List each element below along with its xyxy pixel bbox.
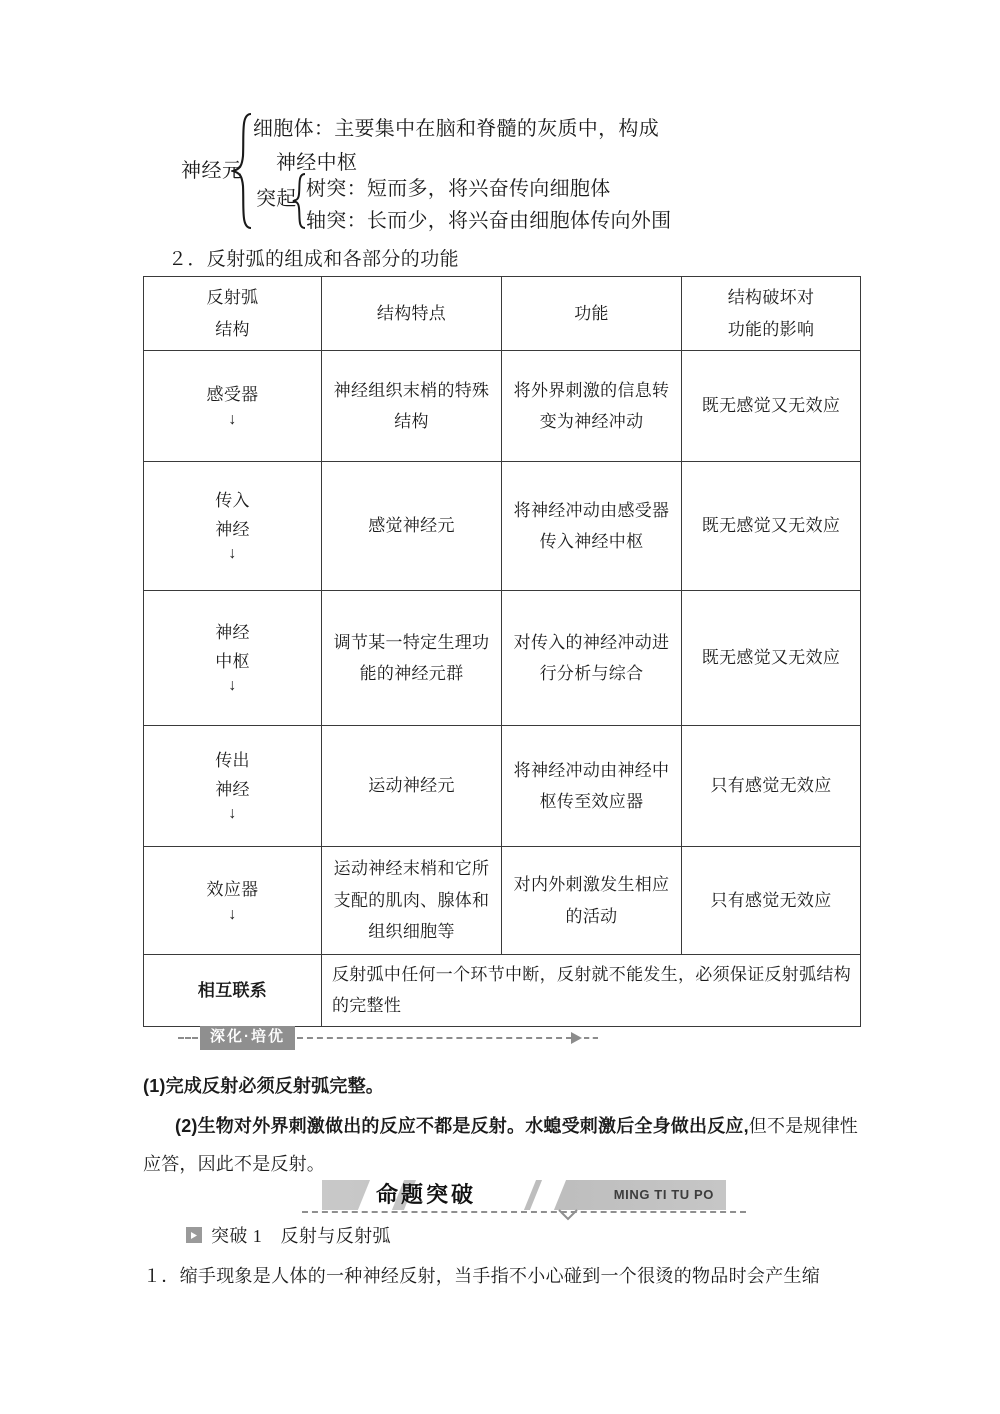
structure-name-line2: 中枢 <box>215 651 250 671</box>
cell-feature: 运动神经元 <box>322 726 502 847</box>
brace-root-label: 神经元 <box>181 160 243 182</box>
down-arrow-icon: ↓ <box>228 677 237 695</box>
large-brace-icon <box>231 112 253 230</box>
chevron-down-icon <box>558 1209 578 1221</box>
header-structure-line2: 结构 <box>215 319 250 339</box>
table-header-row <box>144 277 861 351</box>
structure-name: 传入 <box>215 490 250 510</box>
proposition-banner <box>322 1180 726 1214</box>
down-arrow-icon: ↓ <box>228 411 237 429</box>
cell-feature: 运动神经末梢和它所支配的肌肉、腺体和组织细胞等 <box>322 847 502 955</box>
table-row-interrelation <box>144 955 861 1027</box>
header-cell-function: 功能 <box>502 277 682 351</box>
banner-pinyin: MING TI TU PO <box>613 1187 714 1202</box>
header-cell-feature: 结构特点 <box>322 277 502 351</box>
cell-damage: 既无感觉又无效应 <box>682 462 861 591</box>
cell-function: 对传入的神经冲动进行分析与综合 <box>502 591 682 726</box>
cell-structure <box>144 591 322 726</box>
neuron-brace-diagram <box>143 106 863 236</box>
note-item-2-tail: 但不是规律性 <box>748 1116 858 1136</box>
header-damage-line1: 结构破坏对 <box>727 288 815 308</box>
header-structure-line1: 反射弧 <box>206 288 259 308</box>
header-damage-line2: 功能的影响 <box>727 319 815 339</box>
brace-line-cellbody: 细胞体：主要集中在脑和脊髓的灰质中，构成 <box>253 118 659 140</box>
note-item-1: (1)完成反射必须反射弧完整。 <box>143 1076 384 1096</box>
cell-structure <box>144 726 322 847</box>
cell-function: 将神经冲动由感受器传入神经中枢 <box>502 462 682 591</box>
divider-dash-right <box>297 1037 572 1039</box>
header-cell-damage <box>682 277 861 351</box>
structure-name: 神经 <box>215 622 250 642</box>
cell-damage: 既无感觉又无效应 <box>682 591 861 726</box>
banner-title: 命题突破 <box>376 1182 477 1207</box>
table-row <box>144 591 861 726</box>
structure-name: 传出 <box>215 750 250 770</box>
cell-structure <box>144 462 322 591</box>
banner-dashed-rule <box>302 1211 746 1213</box>
header-cell-structure <box>144 277 322 351</box>
reflex-arc-table <box>143 276 861 1027</box>
table-row <box>144 351 861 462</box>
question-text: １．缩手现象是人体的一种神经反射，当手指不小心碰到一个很烫的物品时会产生缩 <box>143 1266 821 1286</box>
down-arrow-icon: ↓ <box>228 545 237 563</box>
cell-structure <box>144 351 322 462</box>
cell-feature: 神经组织末梢的特殊结构 <box>322 351 502 462</box>
note-item-2-line1 <box>175 1112 858 1138</box>
table-row <box>144 462 861 591</box>
table-row <box>144 847 861 955</box>
note-item-2-line2: 应答，因此不是反射。 <box>143 1154 325 1174</box>
cell-damage: 既无感觉又无效应 <box>682 351 861 462</box>
cell-interrelation-text: 反射弧中任何一个环节中断，反射就不能发生，必须保证反射弧结构的完整性 <box>322 955 861 1027</box>
brace-line-axon: 轴突：长而少，将兴奋由细胞体传向外围 <box>306 210 672 232</box>
cell-function: 将外界刺激的信息转变为神经冲动 <box>502 351 682 462</box>
brace-line-center: 神经中枢 <box>276 152 358 174</box>
deepen-divider <box>178 1027 598 1049</box>
divider-dash-end <box>584 1037 598 1039</box>
breakthrough-item-1 <box>186 1222 391 1248</box>
cell-structure <box>144 847 322 955</box>
cell-interrelation-label: 相互联系 <box>144 955 322 1027</box>
divider-dash-left <box>178 1037 198 1039</box>
down-arrow-icon: ↓ <box>228 905 237 923</box>
section-heading: ２．反射弧的组成和各部分的功能 <box>168 249 460 270</box>
cell-feature: 调节某一特定生理功能的神经元群 <box>322 591 502 726</box>
cell-damage: 只有感觉无效应 <box>682 726 861 847</box>
play-icon <box>186 1227 202 1243</box>
cell-damage: 只有感觉无效应 <box>682 847 861 955</box>
deepen-badge: 深化·培优 <box>200 1026 295 1050</box>
table-row <box>144 726 861 847</box>
structure-name-line2: 神经 <box>215 519 250 539</box>
down-arrow-icon: ↓ <box>228 805 237 823</box>
cell-function: 对内外刺激发生相应的活动 <box>502 847 682 955</box>
divider-arrow-icon <box>571 1032 582 1044</box>
structure-name: 感受器 <box>206 385 259 405</box>
breakthrough-label: 突破 1 反射与反射弧 <box>211 1226 391 1246</box>
cell-function: 将神经冲动由神经中枢传至效应器 <box>502 726 682 847</box>
structure-name: 效应器 <box>206 879 259 899</box>
structure-name-line2: 神经 <box>215 779 250 799</box>
brace-branch-label: 突起 <box>256 188 297 210</box>
cell-feature: 感觉神经元 <box>322 462 502 591</box>
brace-line-dendrite: 树突：短而多，将兴奋传向细胞体 <box>306 178 611 200</box>
note-item-2-emphasis: (2)生物对外界刺激做出的反应不都是反射。水螅受刺激后全身做出反应, <box>175 1116 749 1136</box>
